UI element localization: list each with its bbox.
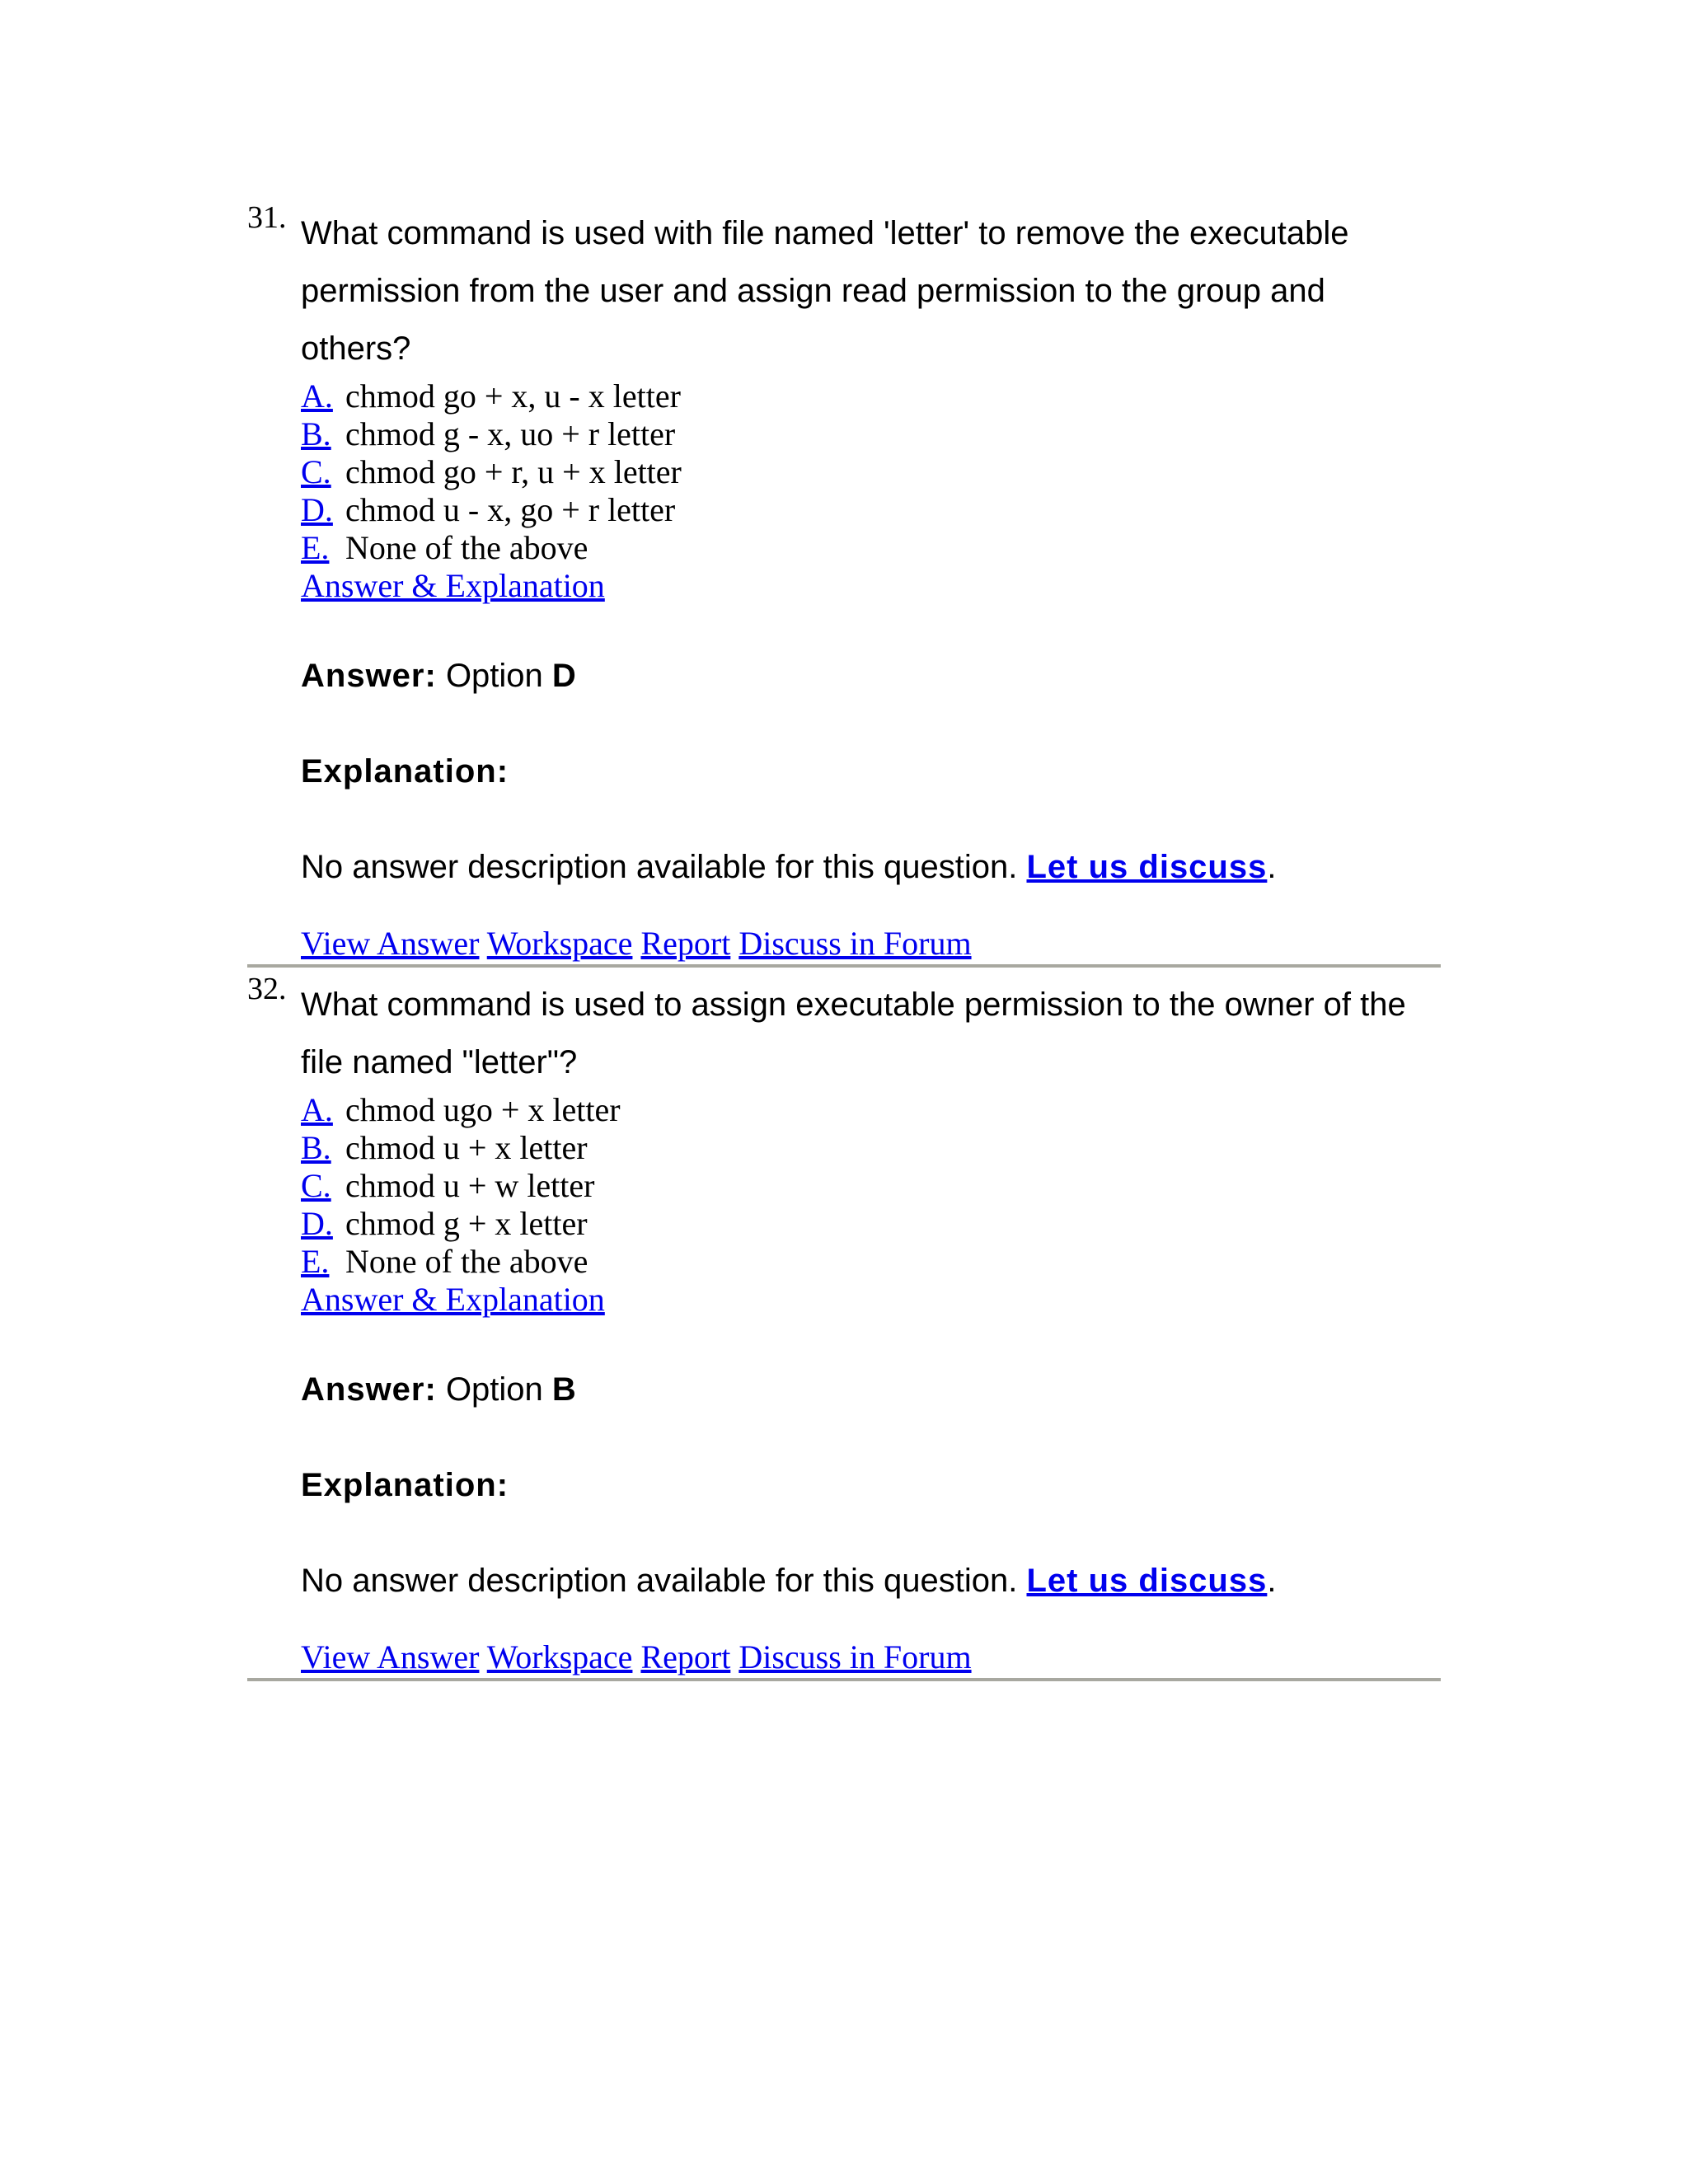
answer-prefix: Option bbox=[445, 1371, 543, 1408]
report-link[interactable]: Report bbox=[640, 1638, 731, 1675]
question-text: What command is used to assign executable permission to the owner of the file named "letter"? bbox=[301, 987, 1406, 1080]
answer-value: D bbox=[551, 658, 576, 694]
discuss-forum-link[interactable]: Discuss in Forum bbox=[738, 925, 972, 962]
answer-label: Answer: bbox=[301, 658, 437, 694]
explanation-text bbox=[301, 847, 1441, 887]
answer-label: Answer: bbox=[301, 1371, 437, 1408]
let-us-discuss-link[interactable]: Let us discuss bbox=[1026, 849, 1268, 885]
option-c-text: chmod go + r, u + x letter bbox=[345, 453, 682, 490]
option-b-text: chmod g - x, uo + r letter bbox=[345, 415, 676, 452]
option-d bbox=[301, 1205, 1441, 1243]
option-e-link[interactable]: E. bbox=[301, 529, 330, 566]
option-a-text: chmod go + x, u - x letter bbox=[345, 377, 681, 415]
option-a bbox=[301, 1091, 1441, 1129]
option-d-text: chmod g + x letter bbox=[345, 1205, 588, 1242]
workspace-link[interactable]: Workspace bbox=[486, 925, 633, 962]
option-b-link[interactable]: B. bbox=[301, 415, 331, 452]
answer-value: B bbox=[551, 1371, 576, 1408]
divider bbox=[247, 1678, 1441, 1681]
question-text: What command is used with file named 'letter' to remove the executable permission from the user and assign read permission to the group and others? bbox=[301, 215, 1349, 367]
option-c bbox=[301, 1167, 1441, 1205]
option-a bbox=[301, 377, 1441, 415]
footer-links bbox=[301, 1638, 1441, 1676]
question-body bbox=[301, 199, 1441, 963]
option-b bbox=[301, 415, 1441, 453]
option-c-text: chmod u + w letter bbox=[345, 1167, 595, 1204]
options-list bbox=[301, 377, 1441, 567]
view-answer-link[interactable]: View Answer bbox=[301, 925, 480, 962]
option-d-link[interactable]: D. bbox=[301, 491, 333, 528]
option-e-text: None of the above bbox=[345, 529, 588, 566]
answer-line bbox=[301, 1370, 1441, 1409]
report-link[interactable]: Report bbox=[640, 925, 731, 962]
explanation-body: No answer description available for this question. bbox=[301, 1563, 1018, 1599]
option-d-text: chmod u - x, go + r letter bbox=[345, 491, 676, 528]
explanation-body: No answer description available for this question. bbox=[301, 849, 1018, 885]
option-e bbox=[301, 1243, 1441, 1281]
option-c-link[interactable]: C. bbox=[301, 1167, 331, 1204]
explanation-heading: Explanation: bbox=[301, 1467, 509, 1503]
option-e-link[interactable]: E. bbox=[301, 1243, 330, 1280]
answer-prefix: Option bbox=[445, 658, 543, 694]
let-us-discuss-link[interactable]: Let us discuss bbox=[1026, 1563, 1268, 1599]
option-e bbox=[301, 529, 1441, 567]
answer-explanation-link[interactable]: Answer & Explanation bbox=[301, 567, 605, 604]
question-number: 32. bbox=[247, 972, 287, 1006]
question-number: 31. bbox=[247, 200, 287, 235]
question-body bbox=[301, 971, 1441, 1676]
option-a-link[interactable]: A. bbox=[301, 377, 333, 415]
workspace-link[interactable]: Workspace bbox=[486, 1638, 633, 1675]
option-c bbox=[301, 453, 1441, 491]
option-a-link[interactable]: A. bbox=[301, 1091, 333, 1128]
option-d-link[interactable]: D. bbox=[301, 1205, 333, 1242]
option-a-text: chmod ugo + x letter bbox=[345, 1091, 621, 1128]
trailing-period: . bbox=[1267, 1563, 1277, 1599]
option-c-link[interactable]: C. bbox=[301, 453, 331, 490]
trailing-period: . bbox=[1267, 849, 1277, 885]
discuss-forum-link[interactable]: Discuss in Forum bbox=[738, 1638, 972, 1675]
option-b-link[interactable]: B. bbox=[301, 1129, 331, 1166]
explanation-heading: Explanation: bbox=[301, 753, 509, 790]
explanation-text bbox=[301, 1561, 1441, 1601]
view-answer-link[interactable]: View Answer bbox=[301, 1638, 480, 1675]
option-b bbox=[301, 1129, 1441, 1167]
answer-line bbox=[301, 656, 1441, 696]
option-b-text: chmod u + x letter bbox=[345, 1129, 588, 1166]
footer-links bbox=[301, 925, 1441, 963]
options-list bbox=[301, 1091, 1441, 1281]
answer-explanation-link[interactable]: Answer & Explanation bbox=[301, 1281, 605, 1318]
option-d bbox=[301, 491, 1441, 529]
option-e-text: None of the above bbox=[345, 1243, 588, 1280]
